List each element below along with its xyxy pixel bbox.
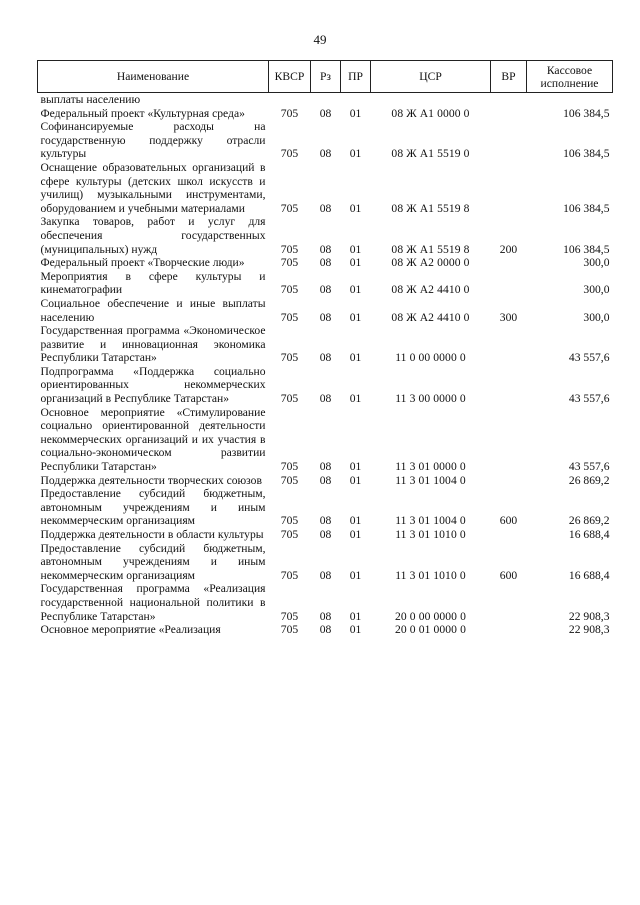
table-row <box>38 93 613 107</box>
table-body <box>38 93 613 637</box>
table-row <box>38 107 613 121</box>
cell-pr: 01 <box>349 106 362 120</box>
header-rz: Рз <box>311 61 341 93</box>
cell-name: Социальное обеспечение и иные выплаты населению <box>40 296 266 324</box>
cell-sum: 26 869,2 <box>568 514 610 528</box>
header-kvsr: КВСР <box>269 61 311 93</box>
budget-table-container <box>37 60 612 637</box>
table-row <box>38 528 613 542</box>
cell-vr <box>491 582 527 623</box>
cell-kvsr: 705 <box>280 609 299 623</box>
cell-pr: 01 <box>349 514 362 528</box>
cell-csr: 08 Ж А1 5519 0 <box>391 147 470 161</box>
cell-pr: 01 <box>349 283 362 297</box>
cell-kvsr: 705 <box>280 473 299 487</box>
cell-csr: 20 0 00 0000 0 <box>395 609 466 623</box>
header-vr: ВР <box>491 61 527 93</box>
cell-pr: 01 <box>349 201 362 215</box>
cell-csr: 11 3 01 0000 0 <box>395 460 466 474</box>
cell-csr: 11 3 01 1004 0 <box>395 514 466 528</box>
cell-csr: 08 Ж А1 5519 8 <box>391 242 470 256</box>
table-row <box>38 474 613 488</box>
cell-pr: 01 <box>349 256 362 270</box>
header-csr: ЦСР <box>371 61 491 93</box>
cell-name: Предоставление субсидий бюджетным, автономным учреждениям и иным некоммерческим организациям <box>40 487 266 528</box>
cell-kvsr <box>269 93 311 107</box>
table-row <box>38 270 613 297</box>
cell-sum: 300,0 <box>583 310 610 324</box>
table-row <box>38 487 613 528</box>
cell-vr: 600 <box>499 514 518 528</box>
cell-sum: 300,0 <box>583 256 610 270</box>
page-number: 49 <box>313 32 327 47</box>
cell-rz: 08 <box>319 473 332 487</box>
cell-csr: 11 3 00 0000 0 <box>395 392 466 406</box>
cell-csr: 11 3 01 1010 0 <box>395 528 466 541</box>
cell-vr: 200 <box>499 242 518 256</box>
cell-name: Федеральный проект «Культурная среда» <box>40 106 245 120</box>
header-name: Наименование <box>38 61 269 93</box>
cell-name: Поддержка деятельности творческих союзов <box>40 473 262 487</box>
cell-sum: 22 908,3 <box>568 609 610 623</box>
cell-sum: 300,0 <box>583 283 610 297</box>
table-row <box>38 582 613 623</box>
cell-kvsr: 705 <box>280 106 299 120</box>
cell-csr: 08 Ж А1 5519 8 <box>391 201 470 215</box>
cell-csr: 08 Ж А2 4410 0 <box>391 310 470 324</box>
cell-pr: 01 <box>349 392 362 406</box>
cell-rz: 08 <box>319 568 332 582</box>
cell-kvsr: 705 <box>280 392 299 406</box>
table-row <box>38 215 613 256</box>
cell-rz: 08 <box>319 106 332 120</box>
cell-vr <box>491 365 527 406</box>
cell-name: Мероприятия в сфере культуры и кинематографии <box>40 269 266 297</box>
cell-kvsr: 705 <box>280 528 299 541</box>
header-pr: ПР <box>341 61 371 93</box>
cell-kvsr: 705 <box>280 351 299 365</box>
cell-rz: 08 <box>319 242 332 256</box>
cell-rz: 08 <box>319 201 332 215</box>
cell-pr: 01 <box>349 473 362 487</box>
cell-rz: 08 <box>319 310 332 324</box>
cell-csr: 08 Ж А1 0000 0 <box>391 106 470 120</box>
cell-kvsr: 705 <box>280 242 299 256</box>
cell-csr: 11 0 00 0000 0 <box>395 351 466 365</box>
cell-name: Предоставление субсидий бюджетным, автономным учреждениям и иным некоммерческим организациям <box>40 541 266 582</box>
cell-sum: 106 384,5 <box>563 201 610 215</box>
cell-name: Поддержка деятельности в области культуры <box>40 528 264 541</box>
cell-vr: 300 <box>499 310 518 324</box>
cell-sum: 106 384,5 <box>563 147 610 161</box>
cell-vr <box>491 120 527 161</box>
cell-vr <box>491 474 527 488</box>
cell-sum <box>527 93 613 107</box>
cell-kvsr: 705 <box>280 460 299 474</box>
cell-sum: 16 688,4 <box>568 568 610 582</box>
cell-vr <box>491 161 527 215</box>
cell-csr: 11 3 01 1010 0 <box>395 568 466 582</box>
cell-pr: 01 <box>349 568 362 582</box>
cell-sum: 106 384,5 <box>563 242 610 256</box>
header-sum: Кассовое исполнение <box>527 61 613 93</box>
cell-rz: 08 <box>319 460 332 474</box>
cell-rz: 08 <box>319 528 332 541</box>
cell-sum: 26 869,2 <box>568 473 610 487</box>
cell-kvsr: 705 <box>280 201 299 215</box>
cell-rz <box>311 93 341 107</box>
header-row <box>38 61 613 93</box>
cell-sum: 43 557,6 <box>568 351 610 365</box>
table-header <box>38 61 613 93</box>
cell-rz: 08 <box>319 623 332 637</box>
cell-kvsr: 705 <box>280 147 299 161</box>
cell-kvsr: 705 <box>280 514 299 528</box>
cell-name: Государственная программа «Реализация государственной национальной политики в Республике Татарстан» <box>40 582 266 623</box>
cell-vr <box>491 93 527 107</box>
cell-rz: 08 <box>319 283 332 297</box>
cell-pr: 01 <box>349 310 362 324</box>
cell-pr: 01 <box>349 609 362 623</box>
cell-name: Оснащение образовательных организаций в сфере культуры (детских школ искусств и училищ) музыкальными инструментами, оборудованием и учебными материалами <box>40 160 266 215</box>
cell-name: Подпрограмма «Поддержка социально ориентированных некоммерческих организаций в Республике Татарстан» <box>40 364 266 406</box>
cell-sum: 43 557,6 <box>568 460 610 474</box>
cell-pr <box>341 93 371 107</box>
cell-name: Софинансируемые расходы на государственную поддержку отрасли культуры <box>40 120 266 161</box>
cell-sum: 22 908,3 <box>568 623 610 637</box>
cell-kvsr: 705 <box>280 256 299 270</box>
cell-csr: 20 0 01 0000 0 <box>395 623 466 637</box>
cell-name: Федеральный проект «Творческие люди» <box>40 256 245 270</box>
table-row <box>38 324 613 365</box>
cell-csr: 08 Ж А2 4410 0 <box>391 283 470 297</box>
cell-vr <box>491 528 527 542</box>
cell-name: Основное мероприятие «Реализация <box>40 623 221 637</box>
cell-rz: 08 <box>319 392 332 406</box>
cell-sum: 106 384,5 <box>563 106 610 120</box>
cell-sum: 43 557,6 <box>568 392 610 406</box>
table-row <box>38 256 613 270</box>
cell-name: Государственная программа «Экономическое развитие и инновационная экономика Республики Татарстан» <box>40 324 266 365</box>
cell-vr <box>491 256 527 270</box>
cell-sum: 16 688,4 <box>568 528 610 541</box>
table-row <box>38 365 613 406</box>
budget-table <box>37 60 613 637</box>
table-row <box>38 297 613 324</box>
table-row <box>38 406 613 474</box>
cell-pr: 01 <box>349 623 362 637</box>
cell-vr <box>491 406 527 474</box>
cell-csr: 11 3 01 1004 0 <box>395 473 466 487</box>
cell-csr <box>371 93 491 107</box>
cell-vr <box>491 623 527 637</box>
cell-kvsr: 705 <box>280 623 299 637</box>
cell-pr: 01 <box>349 351 362 365</box>
cell-rz: 08 <box>319 609 332 623</box>
table-row <box>38 542 613 583</box>
cell-pr: 01 <box>349 242 362 256</box>
cell-name: выплаты населению <box>40 93 141 106</box>
cell-pr: 01 <box>349 147 362 161</box>
cell-kvsr: 705 <box>280 310 299 324</box>
cell-rz: 08 <box>319 147 332 161</box>
table-row <box>38 623 613 637</box>
cell-vr <box>491 324 527 365</box>
cell-rz: 08 <box>319 514 332 528</box>
cell-kvsr: 705 <box>280 568 299 582</box>
cell-rz: 08 <box>319 351 332 365</box>
cell-vr <box>491 270 527 297</box>
cell-vr: 600 <box>499 568 518 582</box>
cell-name: Основное мероприятие «Стимулирование социально ориентированной деятельности некоммерческих организаций и их участия в социально-экономическом развитии Республики Татарстан» <box>40 405 266 474</box>
cell-kvsr: 705 <box>280 283 299 297</box>
table-row <box>38 120 613 161</box>
cell-pr: 01 <box>349 528 362 541</box>
cell-csr: 08 Ж А2 0000 0 <box>391 256 470 270</box>
cell-vr <box>491 107 527 121</box>
table-row <box>38 161 613 215</box>
cell-rz: 08 <box>319 256 332 270</box>
cell-pr: 01 <box>349 460 362 474</box>
cell-name: Закупка товаров, работ и услуг для обеспечения государственных (муниципальных) нужд <box>40 215 266 256</box>
